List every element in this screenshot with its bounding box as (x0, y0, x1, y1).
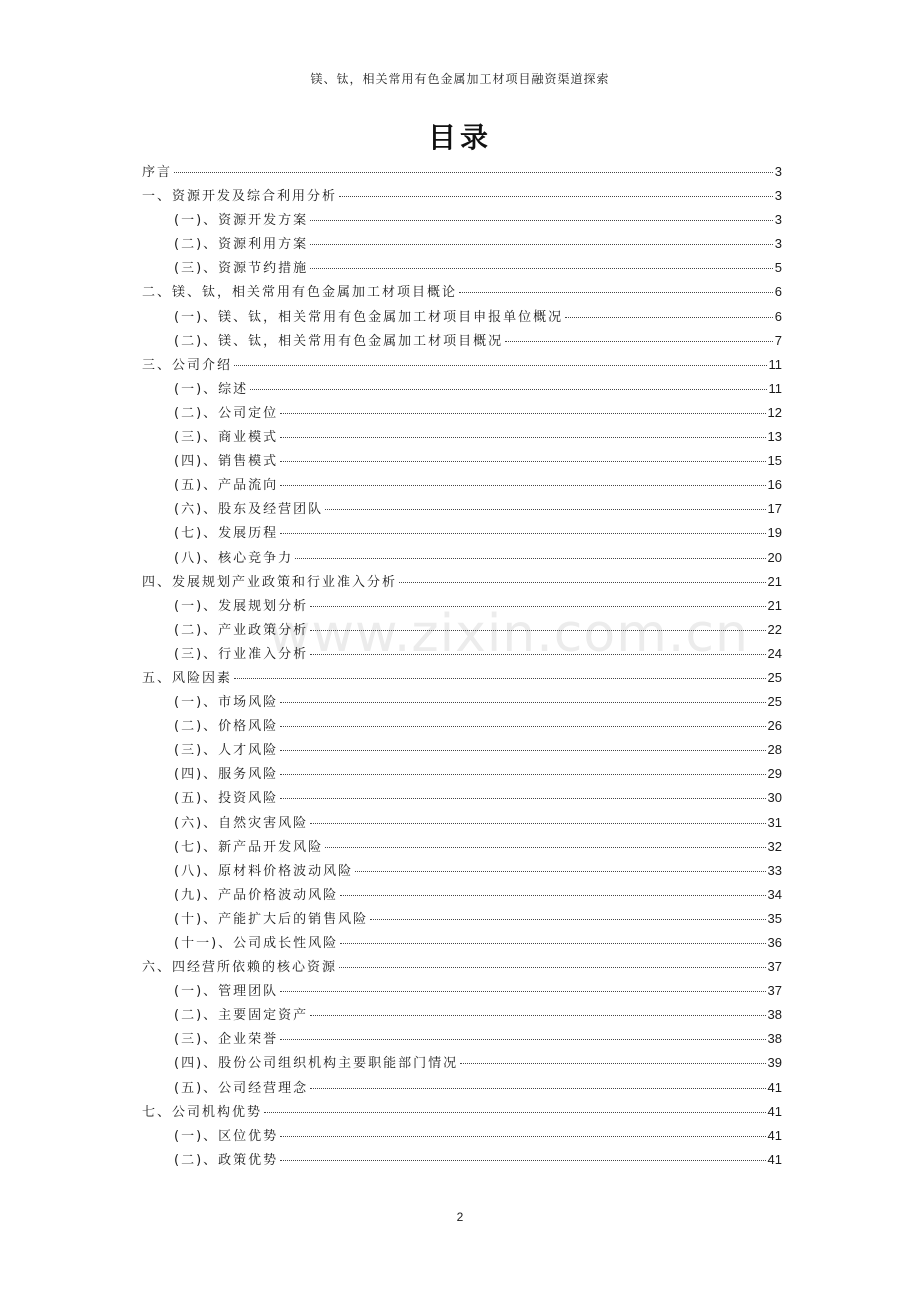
toc-entry-page: 3 (774, 164, 782, 179)
toc-entry-page: 22 (767, 621, 782, 637)
toc-entry[interactable] (142, 812, 782, 836)
toc-entry[interactable] (142, 522, 782, 546)
toc-entry-title: (二)、公司定位 (174, 405, 279, 421)
toc-entry[interactable] (142, 281, 782, 305)
dot-leader (234, 365, 766, 366)
toc-entry-page: 7 (774, 332, 782, 348)
toc-entry[interactable] (142, 1004, 782, 1028)
toc-entry[interactable] (142, 860, 782, 884)
toc-entry[interactable] (142, 667, 782, 691)
toc-entry-title: (一)、发展规划分析 (174, 598, 309, 614)
toc-entry-title: 一、资源开发及综合利用分析 (142, 189, 338, 205)
toc-entry-title: (一)、资源开发方案 (174, 213, 309, 229)
toc-entry-title: 四、发展规划产业政策和行业准入分析 (142, 574, 398, 590)
dot-leader (325, 847, 765, 848)
toc-entry-title: (八)、核心竞争力 (174, 550, 294, 566)
dot-leader (280, 774, 765, 775)
toc-entry[interactable] (142, 378, 782, 402)
toc-entry-page: 3 (774, 188, 782, 204)
toc-entry-title: 五、风险因素 (142, 670, 233, 686)
dot-leader (280, 1039, 765, 1040)
dot-leader (280, 702, 765, 703)
toc-entry-page: 30 (767, 790, 782, 806)
dot-leader (280, 437, 765, 438)
dot-leader (565, 317, 773, 318)
dot-leader (339, 196, 773, 197)
toc-entry-page: 11 (768, 380, 782, 396)
toc-entry-title: 七、公司机构优势 (142, 1104, 263, 1120)
toc-entry-title: (七)、新产品开发风险 (174, 839, 324, 855)
toc-entry-page: 37 (767, 983, 782, 999)
toc-entry-title: (四)、销售模式 (174, 454, 279, 470)
running-header: 镁、钛，相关常用有色金属加工材项目融资渠道探索 (310, 72, 610, 86)
toc-entry[interactable] (142, 980, 782, 1004)
dot-leader (280, 1136, 765, 1137)
dot-leader (399, 582, 766, 583)
toc-entry-title: (八)、原材料价格波动风险 (174, 863, 354, 879)
dot-leader (280, 726, 765, 727)
toc-entry[interactable] (142, 306, 782, 330)
toc-entry-page: 19 (767, 525, 782, 541)
toc-entry-title: (二)、资源利用方案 (174, 237, 309, 253)
dot-leader (280, 991, 765, 992)
dot-leader (310, 654, 765, 655)
toc-entry-page: 17 (767, 501, 782, 517)
dot-leader (295, 558, 765, 559)
toc-entry-page: 37 (767, 959, 782, 975)
toc-entry-page: 15 (767, 453, 782, 469)
toc-entry-page: 25 (767, 694, 782, 710)
toc-entry-page: 38 (767, 1007, 782, 1023)
toc-entry-title: (三)、资源节约措施 (174, 261, 309, 277)
dot-leader (460, 1063, 765, 1064)
toc-entry-page: 28 (767, 742, 782, 758)
toc-entry-title: (一)、市场风险 (174, 695, 279, 711)
toc-entry-title: (一)、镁、钛，相关常用有色金属加工材项目申报单位概况 (174, 309, 564, 325)
toc-entry-title: (三)、企业荣誉 (174, 1032, 279, 1048)
toc-entry-page: 26 (767, 718, 782, 734)
toc-entry[interactable] (142, 1077, 782, 1101)
toc-entry[interactable] (142, 932, 782, 956)
dot-leader (310, 1015, 765, 1016)
toc-entry-page: 24 (767, 645, 782, 661)
dot-leader (310, 244, 773, 245)
dot-leader (310, 606, 765, 607)
toc-entry[interactable] (142, 426, 782, 450)
toc-entry-title: (一)、综述 (174, 381, 249, 397)
toc-entry-title: (四)、服务风险 (174, 767, 279, 783)
toc-entry[interactable] (142, 1149, 782, 1173)
dot-leader (280, 485, 765, 486)
toc-entry-title: 六、四经营所依赖的核心资源 (142, 960, 338, 976)
toc-entry-page: 25 (767, 669, 782, 685)
toc-entry[interactable] (142, 498, 782, 522)
toc-entry-page: 38 (767, 1031, 782, 1047)
toc-entry[interactable] (142, 619, 782, 643)
toc-entry[interactable] (142, 643, 782, 667)
toc-entry[interactable] (142, 691, 782, 715)
dot-leader (234, 678, 766, 679)
toc-entry-title: (一)、管理团队 (174, 984, 279, 1000)
toc-entry[interactable] (142, 547, 782, 571)
toc-entry-title: (二)、产业政策分析 (174, 622, 309, 638)
toc-entry-title: 三、公司介绍 (142, 357, 233, 373)
toc-entry-page: 13 (767, 429, 782, 445)
toc-entry-title: (二)、主要固定资产 (174, 1008, 309, 1024)
toc-entry-title: 二、镁、钛，相关常用有色金属加工材项目概论 (142, 285, 458, 301)
toc-entry-title: (五)、公司经营理念 (174, 1080, 309, 1096)
toc-entry-page: 36 (767, 935, 782, 950)
dot-leader (310, 268, 773, 269)
toc-entry[interactable] (142, 1125, 782, 1149)
toc-entry[interactable] (142, 715, 782, 739)
toc-entry-title: (七)、发展历程 (174, 526, 279, 542)
dot-leader (280, 413, 765, 414)
toc-entry[interactable] (142, 956, 782, 980)
toc-entry-page: 39 (767, 1055, 782, 1071)
toc-entry[interactable] (142, 571, 782, 595)
toc-entry-title: (四)、股份公司组织机构主要职能部门情况 (174, 1056, 459, 1072)
dot-leader (280, 1160, 765, 1161)
dot-leader (280, 798, 765, 799)
page-number: 2 (456, 1210, 464, 1224)
dot-leader (264, 1112, 766, 1113)
toc-entry[interactable] (142, 1101, 782, 1125)
toc-entry[interactable] (142, 763, 782, 787)
toc-entry[interactable] (142, 233, 782, 257)
toc-entry-page: 34 (767, 886, 782, 902)
toc-entry[interactable] (142, 1052, 782, 1076)
toc-entry-page: 31 (767, 814, 782, 830)
dot-leader (280, 750, 765, 751)
toc-entry-page: 11 (768, 356, 782, 372)
toc-entry-title: (二)、价格风险 (174, 719, 279, 735)
dot-leader (250, 389, 766, 390)
dot-leader (310, 1088, 765, 1089)
dot-leader (280, 533, 765, 534)
watermark: www.zixin.com.cn (268, 604, 749, 664)
toc-entry[interactable] (142, 474, 782, 498)
toc-entry-title: (十)、产能扩大后的销售风险 (174, 911, 369, 927)
dot-leader (310, 823, 765, 824)
toc-entry[interactable] (142, 884, 782, 908)
toc-entry-page: 32 (767, 838, 782, 854)
dot-leader (280, 461, 765, 462)
dot-leader (355, 871, 765, 872)
toc-entry-page: 41 (767, 1079, 782, 1095)
toc-entry-title: (六)、股东及经营团队 (174, 502, 324, 518)
toc-entry-page: 5 (774, 260, 782, 276)
toc-entry-page: 33 (767, 862, 782, 878)
toc-entry-title: 序言 (142, 165, 173, 180)
toc-entry-page: 41 (767, 1103, 782, 1119)
toc-entry-page: 29 (767, 766, 782, 782)
toc-entry-title: (二)、镁、钛，相关常用有色金属加工材项目概况 (174, 333, 504, 349)
toc-entry[interactable] (142, 161, 782, 185)
toc-entry[interactable] (142, 402, 782, 426)
dot-leader (174, 172, 773, 173)
toc-entry[interactable] (142, 450, 782, 474)
toc-entry-page: 21 (767, 597, 782, 613)
dot-leader (310, 630, 765, 631)
toc-entry-title: (一)、区位优势 (174, 1128, 279, 1144)
toc-entry[interactable] (142, 354, 782, 378)
toc-entry-title: (三)、人才风险 (174, 743, 279, 759)
table-of-contents (142, 161, 782, 1173)
toc-entry[interactable] (142, 185, 782, 209)
toc-entry[interactable] (142, 908, 782, 932)
toc-entry[interactable] (142, 330, 782, 354)
dot-leader (339, 967, 766, 968)
dot-leader (370, 919, 765, 920)
toc-entry-page: 16 (767, 477, 782, 493)
toc-entry-page: 6 (774, 284, 782, 300)
toc-entry-page: 20 (767, 549, 782, 565)
toc-entry-page: 35 (767, 910, 782, 926)
toc-entry-title: (二)、政策优势 (174, 1152, 279, 1168)
toc-entry-page: 21 (767, 573, 782, 589)
toc-entry-page: 41 (767, 1151, 782, 1167)
dot-leader (505, 341, 773, 342)
toc-entry-page: 12 (767, 404, 782, 420)
toc-entry-page: 6 (774, 308, 782, 324)
toc-entry-page: 41 (767, 1127, 782, 1143)
toc-entry[interactable] (142, 257, 782, 281)
dot-leader (325, 509, 765, 510)
toc-entry-title: (十一)、公司成长性风险 (174, 936, 339, 951)
toc-entry[interactable] (142, 836, 782, 860)
dot-leader (340, 895, 765, 896)
toc-entry-title: (五)、投资风险 (174, 791, 279, 807)
toc-entry-title: (六)、自然灾害风险 (174, 815, 309, 831)
dot-leader (310, 220, 773, 221)
page-title: 目录 (427, 121, 492, 154)
toc-entry[interactable] (142, 787, 782, 811)
toc-entry[interactable] (142, 595, 782, 619)
toc-entry-title: (三)、行业准入分析 (174, 646, 309, 662)
toc-entry-page: 3 (774, 212, 782, 228)
toc-entry[interactable] (142, 209, 782, 233)
toc-entry-title: (五)、产品流向 (174, 478, 279, 494)
toc-entry-title: (三)、商业模式 (174, 430, 279, 446)
dot-leader (459, 292, 773, 293)
toc-entry-page: 3 (774, 236, 782, 252)
dot-leader (340, 943, 765, 944)
toc-entry-title: (九)、产品价格波动风险 (174, 887, 339, 903)
toc-entry[interactable] (142, 739, 782, 763)
toc-entry[interactable] (142, 1028, 782, 1052)
